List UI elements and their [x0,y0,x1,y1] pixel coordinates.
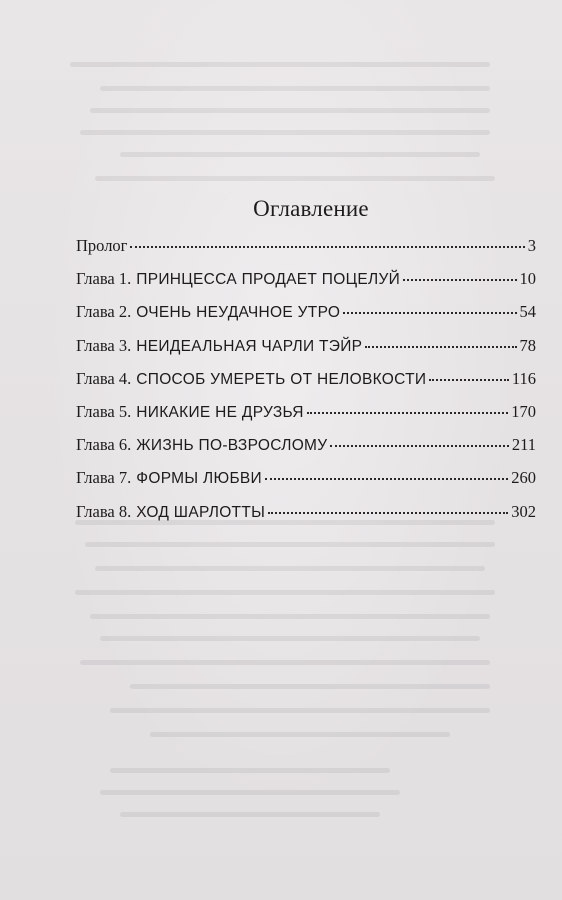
toc-entry [76,236,536,266]
toc-entry [76,435,536,465]
toc-dot-leader [365,345,516,348]
toc-entry-number: Глава 4. [76,368,132,388]
toc-entry-number: Глава 2. [76,302,132,322]
toc-dot-leader [130,245,524,248]
toc-entry-title: НЕИДЕАЛЬНАЯ ЧАРЛИ ТЭЙР [136,337,363,355]
toc-entry [76,468,536,498]
toc-entry-number: Глава 3. [76,335,132,355]
toc-entry-title: ХОД ШАРЛОТТЫ [136,503,266,521]
table-of-contents [76,196,536,535]
toc-dot-leader [343,311,516,314]
toc-entry-page: 3 [527,236,536,255]
toc-entry-number: Глава 6. [76,435,132,455]
toc-entry-page: 211 [511,435,536,455]
toc-entry [76,502,536,532]
toc-entry-title: СПОСОБ УМЕРЕТЬ ОТ НЕЛОВКОСТИ [136,370,427,388]
toc-entry-page: 78 [519,335,536,355]
toc-entry [76,269,536,299]
toc-dot-leader [265,477,508,480]
toc-entry-number: Глава 5. [76,401,132,421]
toc-entry-title: ПРИНЦЕССА ПРОДАЕТ ПОЦЕЛУЙ [136,271,401,289]
toc-dot-leader [330,444,508,447]
toc-dot-leader [429,378,509,381]
toc-entry-title: ЖИЗНЬ ПО-ВЗРОСЛОМУ [136,437,328,455]
toc-entry-title: ФОРМЫ ЛЮБВИ [136,470,262,488]
toc-entry-page: 54 [519,302,536,322]
toc-entry [76,302,536,332]
toc-entry-page: 170 [511,401,536,421]
toc-list [76,236,536,532]
toc-entry-number: Глава 8. [76,501,132,521]
toc-entry-page: 260 [511,468,536,488]
toc-entry-title: ОЧЕНЬ НЕУДАЧНОЕ УТРО [136,304,341,322]
toc-entry-number: Глава 7. [76,468,132,488]
toc-entry-number: Пролог [76,236,128,255]
toc-dot-leader [307,411,508,414]
toc-entry [76,402,536,432]
toc-entry [76,369,536,399]
toc-entry-title: НИКАКИЕ НЕ ДРУЗЬЯ [136,403,304,421]
toc-entry-number: Глава 1. [76,269,132,289]
toc-entry-page: 116 [511,368,536,388]
toc-dot-leader [268,511,508,514]
toc-entry-page: 302 [511,501,536,521]
toc-title: Оглавление [253,196,369,221]
toc-entry-page: 10 [519,269,536,289]
toc-dot-leader [403,278,516,281]
toc-entry [76,336,536,366]
